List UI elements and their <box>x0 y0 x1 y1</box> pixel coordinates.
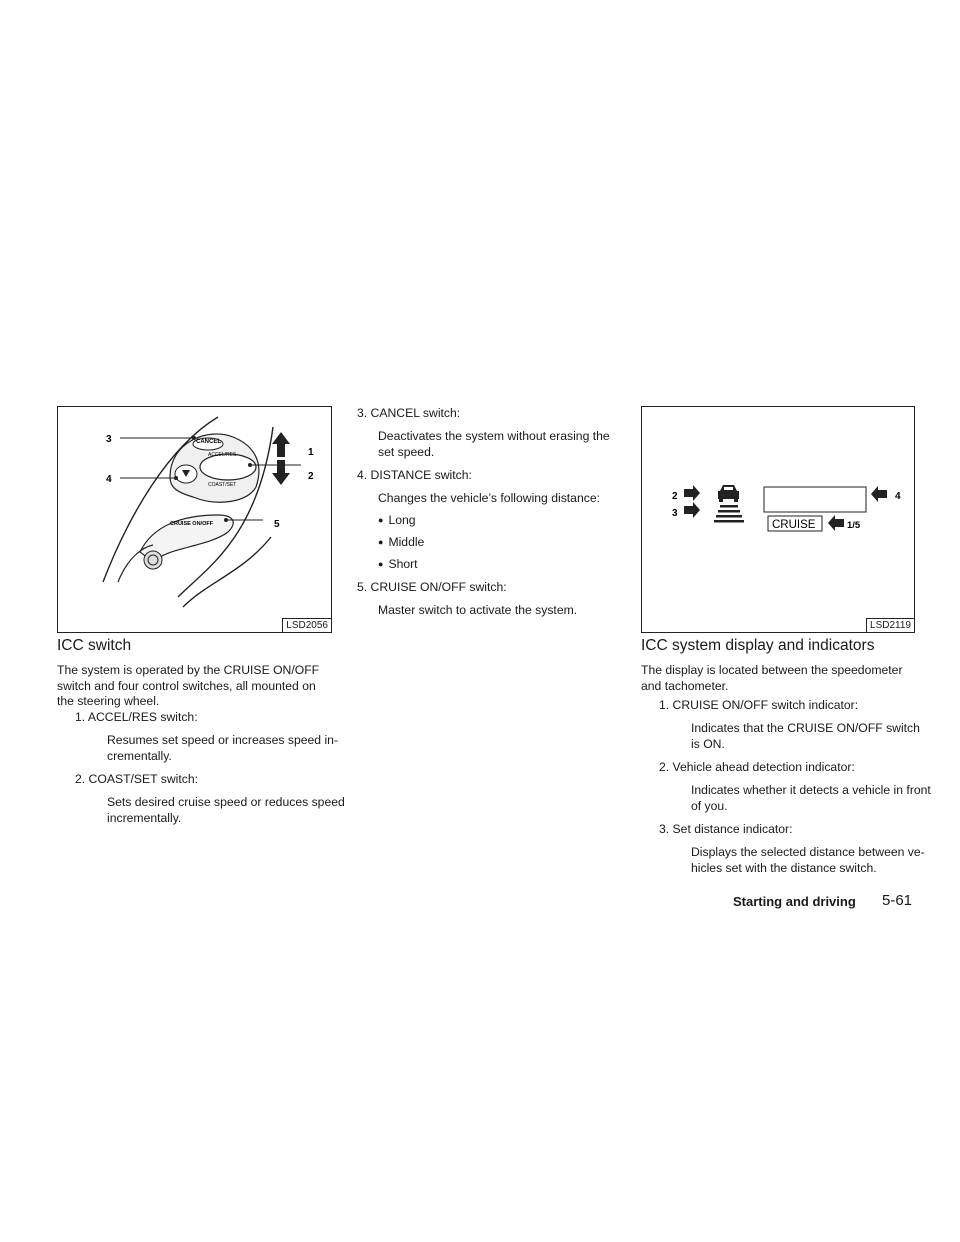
item-distance-desc-1: Changes the vehicle’s following distance: <box>378 491 600 505</box>
callout-1-5: 1/5 <box>847 520 861 531</box>
icc-switch-intro-1: The system is operated by the CRUISE ON/OFF <box>57 663 320 677</box>
item-set-distance-desc-2: hicles set with the distance switch. <box>691 861 877 875</box>
item-vehicle-ahead-desc-2: of you. <box>691 799 728 813</box>
item-accel-res-desc-1: Resumes set speed or increases speed in- <box>107 733 339 747</box>
item-accel-res: 1. ACCEL/RES switch: <box>75 710 198 724</box>
cruise-indicator-label: CRUISE <box>772 519 816 531</box>
cruise-onoff-label: CRUISE ON/OFF <box>170 521 214 527</box>
callout-4: 4 <box>895 491 901 502</box>
footer-section-title: Starting and driving <box>733 894 856 909</box>
item-set-distance-desc-1: Displays the selected distance between ve- <box>691 845 925 859</box>
item-cancel-desc-2: set speed. <box>378 445 435 459</box>
right-arrow-icon <box>684 485 700 501</box>
left-arrow-icon <box>871 486 887 502</box>
item-cruise-indicator-desc-2: is ON. <box>691 737 725 751</box>
item-coast-set-desc-2: incrementally. <box>107 811 182 825</box>
item-vehicle-ahead-desc-1: Indicates whether it detects a vehicle in front <box>691 783 931 797</box>
item-coast-set-desc-1: Sets desired cruise speed or reduces speed <box>107 795 345 809</box>
callout-3: 3 <box>106 434 112 445</box>
steering-wheel-switch-diagram <box>58 407 331 632</box>
item-set-distance: 3. Set distance indicator: <box>659 822 793 836</box>
figure-code: LSD2119 <box>866 618 914 632</box>
page-number: 5-61 <box>882 892 913 909</box>
item-cancel: 3. CANCEL switch: <box>357 406 461 420</box>
callout-5: 5 <box>274 519 280 530</box>
item-cruise-onoff: 5. CRUISE ON/OFF switch: <box>357 580 507 594</box>
item-accel-res-desc-2: crementally. <box>107 749 172 763</box>
item-cruise-onoff-desc-1: Master switch to activate the system. <box>378 603 578 617</box>
callout-2: 2 <box>672 491 678 502</box>
bullet-long: ● Long <box>378 513 416 530</box>
item-vehicle-ahead: 2. Vehicle ahead detection indicator: <box>659 760 855 774</box>
callout-4: 4 <box>106 474 112 485</box>
callout-3: 3 <box>672 508 678 519</box>
icc-switch-heading: ICC switch <box>57 637 132 654</box>
item-distance: 4. DISTANCE switch: <box>357 468 472 482</box>
callout-1: 1 <box>308 447 314 458</box>
icc-display-figure <box>641 406 915 633</box>
icc-switch-figure <box>57 406 332 633</box>
bullet-middle: ● Middle <box>378 535 424 552</box>
item-coast-set: 2. COAST/SET switch: <box>75 772 199 786</box>
set-speed-display-box <box>764 487 866 512</box>
icc-display-diagram <box>642 407 914 632</box>
icc-switch-intro-2: switch and four control switches, all mounted on <box>57 679 316 693</box>
icc-switch-intro-3: the steering wheel. <box>57 694 160 708</box>
down-arrow-icon <box>272 460 290 485</box>
icc-display-heading: ICC system display and indicators <box>641 637 875 654</box>
cancel-label: CANCEL <box>196 439 221 445</box>
item-cruise-indicator: 1. CRUISE ON/OFF switch indicator: <box>659 698 859 712</box>
right-arrow-icon <box>684 502 700 518</box>
callout-2: 2 <box>308 471 314 482</box>
accel-res-label: ACCEL/RES <box>208 452 237 458</box>
item-cruise-indicator-desc-1: Indicates that the CRUISE ON/OFF switch <box>691 721 920 735</box>
distance-bars-icon <box>714 505 744 523</box>
icc-display-intro-2: and tachometer. <box>641 679 729 693</box>
vehicle-ahead-icon <box>718 485 739 502</box>
coast-set-label: COAST/SET <box>208 482 237 488</box>
figure-code: LSD2056 <box>282 618 331 632</box>
icc-display-intro-1: The display is located between the speedometer <box>641 663 903 677</box>
item-cancel-desc-1: Deactivates the system without erasing the <box>378 429 610 443</box>
up-arrow-icon <box>272 432 290 457</box>
left-arrow-icon <box>828 515 844 531</box>
bullet-short: ● Short <box>378 557 418 574</box>
